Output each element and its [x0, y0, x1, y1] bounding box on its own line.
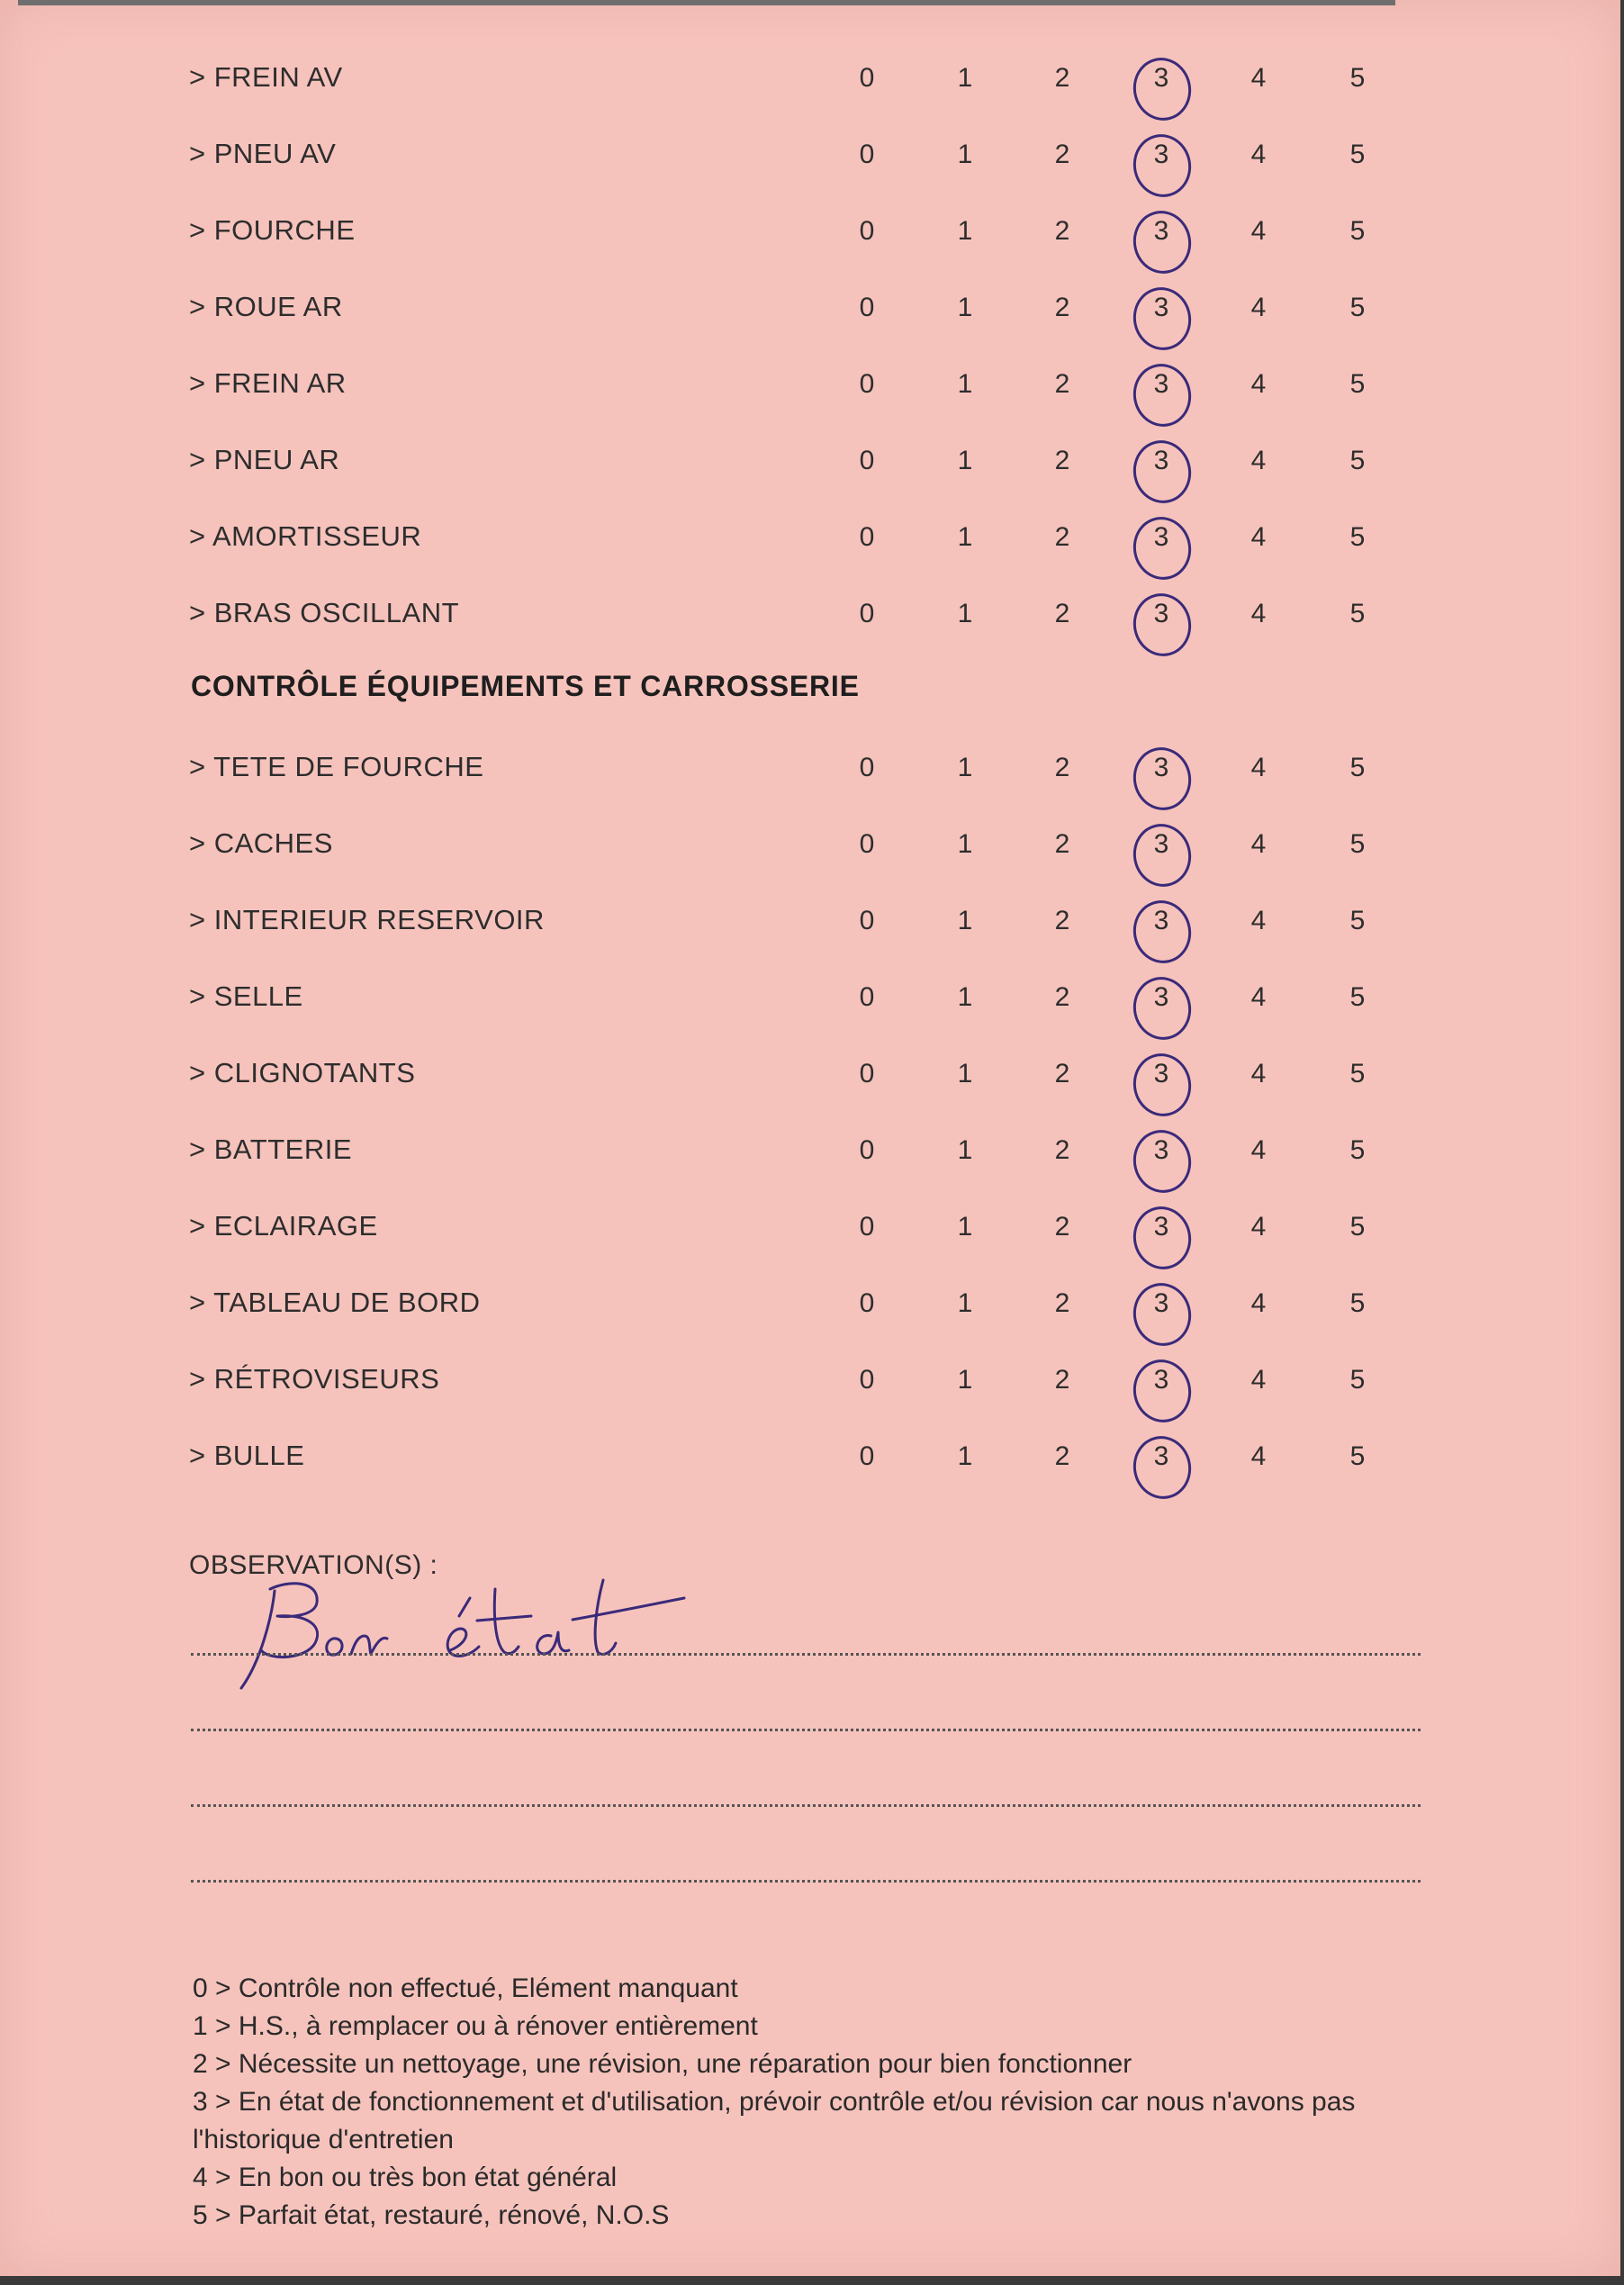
score-option: 1 — [957, 522, 973, 552]
score-option: 2 — [1054, 63, 1070, 93]
checklist-item-label: > ECLAIRAGE — [189, 1210, 378, 1242]
score-option: 5 — [1349, 1441, 1366, 1471]
score-option: 1 — [957, 369, 973, 399]
circled-score-mark — [1127, 205, 1196, 279]
score-option: 3 — [1143, 63, 1179, 94]
checklist-row — [0, 973, 1530, 1024]
circled-score-mark — [1127, 1278, 1196, 1351]
score-option: 4 — [1250, 829, 1267, 859]
checklist-item-label: > RÉTROVISEURS — [189, 1363, 440, 1395]
observation-line — [191, 1880, 1421, 1883]
checklist-item-label: > CLIGNOTANTS — [189, 1057, 416, 1088]
checklist-row — [0, 1356, 1530, 1406]
score-option: 1 — [957, 1365, 973, 1395]
checklist-row — [0, 590, 1530, 640]
checklist-item-label: > FREIN AR — [189, 367, 347, 399]
score-option: 3 — [1143, 1288, 1179, 1319]
checklist-row — [0, 1126, 1530, 1177]
score-option: 2 — [1054, 369, 1070, 399]
score-option: 2 — [1054, 446, 1070, 475]
score-option: 0 — [859, 753, 875, 782]
score-option: 0 — [859, 293, 875, 322]
score-option: 2 — [1054, 1365, 1070, 1395]
score-option: 4 — [1250, 753, 1267, 782]
legend-entry: 5 > Parfait état, restauré, rénové, N.O.S — [193, 2200, 670, 2230]
score-option: 5 — [1349, 982, 1366, 1012]
checklist-item-label: > INTERIEUR RESERVOIR — [189, 904, 545, 935]
score-option: 5 — [1349, 369, 1366, 399]
circled-score-mark — [1127, 588, 1196, 662]
score-option: 2 — [1054, 216, 1070, 246]
score-option: 1 — [957, 446, 973, 475]
checklist-item-label: > ROUE AR — [189, 291, 343, 322]
score-option: 0 — [859, 140, 875, 169]
checklist-item-label: > AMORTISSEUR — [189, 520, 422, 552]
checklist-row — [0, 1432, 1530, 1483]
score-option: 0 — [859, 599, 875, 628]
score-option: 1 — [957, 829, 973, 859]
score-option: 3 — [1143, 216, 1179, 247]
score-option: 2 — [1054, 599, 1070, 628]
score-option: 4 — [1250, 522, 1267, 552]
score-option: 1 — [957, 906, 973, 935]
score-option: 4 — [1250, 369, 1267, 399]
score-option: 0 — [859, 906, 875, 935]
checklist-row — [0, 513, 1530, 564]
score-option: 3 — [1143, 1212, 1179, 1242]
legend-entry: 2 > Nécessite un nettoyage, une révision, une réparation pour bien fonctionner — [193, 2049, 1132, 2079]
checklist-item-label: > BATTERIE — [189, 1133, 352, 1165]
checklist-item-label: > PNEU AV — [189, 138, 337, 169]
score-option: 1 — [957, 1135, 973, 1165]
score-option: 4 — [1250, 1288, 1267, 1318]
rating-legend — [193, 1970, 1453, 2235]
observation-line — [191, 1804, 1421, 1807]
score-option: 4 — [1250, 1059, 1267, 1088]
circled-score-mark — [1127, 282, 1196, 356]
score-option: 2 — [1054, 753, 1070, 782]
score-option: 5 — [1349, 1059, 1366, 1088]
score-option: 4 — [1250, 982, 1267, 1012]
score-option: 0 — [859, 1288, 875, 1318]
score-option: 3 — [1143, 599, 1179, 629]
score-option: 2 — [1054, 1288, 1070, 1318]
checklist-item-label: > TABLEAU DE BORD — [189, 1287, 481, 1318]
circled-score-mark — [1127, 1201, 1196, 1275]
score-option: 0 — [859, 522, 875, 552]
score-option: 0 — [859, 1059, 875, 1088]
checklist-row — [0, 131, 1530, 181]
score-option: 0 — [859, 1212, 875, 1242]
checklist-item-label: > TETE DE FOURCHE — [189, 751, 484, 782]
score-option: 2 — [1054, 982, 1070, 1012]
score-option: 5 — [1349, 1288, 1366, 1318]
score-option: 4 — [1250, 599, 1267, 628]
circled-score-mark — [1127, 1048, 1196, 1122]
observation-line — [191, 1653, 1421, 1656]
checklist-row — [0, 1203, 1530, 1253]
observation-line — [191, 1729, 1421, 1731]
score-option: 5 — [1349, 216, 1366, 246]
score-option: 5 — [1349, 906, 1366, 935]
checklist-item-label: > SELLE — [189, 980, 303, 1012]
score-option: 0 — [859, 829, 875, 859]
score-option: 4 — [1250, 906, 1267, 935]
score-option: 5 — [1349, 293, 1366, 322]
score-option: 3 — [1143, 140, 1179, 170]
legend-entry: 3 > En état de fonctionnement et d'utilisation, prévoir contrôle et/ou révision car nous n'avons pas l'historique d'entretien — [193, 2087, 1356, 2154]
handwritten-observation — [234, 1553, 756, 1697]
score-option: 3 — [1143, 906, 1179, 936]
score-option: 5 — [1349, 753, 1366, 782]
score-option: 2 — [1054, 1441, 1070, 1471]
score-option: 4 — [1250, 216, 1267, 246]
checklist-item-label: > FREIN AV — [189, 61, 343, 93]
score-option: 4 — [1250, 1212, 1267, 1242]
score-option: 2 — [1054, 522, 1070, 552]
score-option: 0 — [859, 216, 875, 246]
checklist-item-label: > BULLE — [189, 1440, 305, 1471]
score-option: 4 — [1250, 63, 1267, 93]
checklist-row — [0, 897, 1530, 947]
score-option: 0 — [859, 1135, 875, 1165]
score-option: 3 — [1143, 369, 1179, 400]
score-option: 1 — [957, 1441, 973, 1471]
score-option: 5 — [1349, 63, 1366, 93]
checklist-row — [0, 1279, 1530, 1330]
checklist-row — [0, 744, 1530, 794]
score-option: 5 — [1349, 1212, 1366, 1242]
score-option: 1 — [957, 1212, 973, 1242]
score-option: 0 — [859, 369, 875, 399]
score-option: 2 — [1054, 1135, 1070, 1165]
paper-top-edge — [18, 0, 1395, 5]
score-option: 3 — [1143, 293, 1179, 323]
score-option: 0 — [859, 63, 875, 93]
score-option: 1 — [957, 1288, 973, 1318]
legend-entry: 4 > En bon ou très bon état général — [193, 2163, 618, 2192]
circled-score-mark — [1127, 818, 1196, 892]
score-option: 1 — [957, 982, 973, 1012]
score-option: 1 — [957, 140, 973, 169]
score-option: 1 — [957, 1059, 973, 1088]
section-title: CONTRÔLE ÉQUIPEMENTS ET CARROSSERIE — [191, 670, 860, 702]
score-option: 5 — [1349, 599, 1366, 628]
score-option: 1 — [957, 599, 973, 628]
score-option: 4 — [1250, 1441, 1267, 1471]
score-option: 2 — [1054, 1059, 1070, 1088]
score-option: 3 — [1143, 982, 1179, 1013]
score-option: 3 — [1143, 1059, 1179, 1089]
score-option: 4 — [1250, 140, 1267, 169]
score-option: 4 — [1250, 446, 1267, 475]
score-option: 0 — [859, 1365, 875, 1395]
observations-label: OBSERVATION(S) : — [189, 1550, 438, 1580]
score-option: 4 — [1250, 293, 1267, 322]
circled-score-mark — [1127, 1124, 1196, 1198]
score-option: 5 — [1349, 1365, 1366, 1395]
score-option: 2 — [1054, 1212, 1070, 1242]
circled-score-mark — [1127, 129, 1196, 203]
score-option: 1 — [957, 216, 973, 246]
checklist-row — [0, 1050, 1530, 1100]
score-option: 3 — [1143, 829, 1179, 860]
checklist-item-label: > PNEU AR — [189, 444, 340, 475]
score-option: 0 — [859, 1441, 875, 1471]
circled-score-mark — [1127, 971, 1196, 1045]
score-option: 4 — [1250, 1135, 1267, 1165]
circled-score-mark — [1127, 895, 1196, 969]
score-option: 3 — [1143, 1365, 1179, 1395]
score-option: 0 — [859, 982, 875, 1012]
score-option: 1 — [957, 293, 973, 322]
checklist-row — [0, 360, 1530, 411]
score-option: 3 — [1143, 446, 1179, 476]
score-option: 3 — [1143, 522, 1179, 553]
checklist-row — [0, 284, 1530, 334]
score-option: 3 — [1143, 1135, 1179, 1166]
score-option: 3 — [1143, 753, 1179, 783]
checklist-item-label: > BRAS OSCILLANT — [189, 597, 460, 628]
circled-score-mark — [1127, 1354, 1196, 1428]
checklist-item-label: > CACHES — [189, 827, 333, 859]
checklist-item-label: > FOURCHE — [189, 214, 356, 246]
score-option: 5 — [1349, 446, 1366, 475]
score-option: 3 — [1143, 1441, 1179, 1472]
score-option: 2 — [1054, 140, 1070, 169]
score-option: 2 — [1054, 906, 1070, 935]
score-option: 0 — [859, 446, 875, 475]
score-option: 4 — [1250, 1365, 1267, 1395]
checklist-row — [0, 820, 1530, 871]
circled-score-mark — [1127, 511, 1196, 585]
score-option: 5 — [1349, 1135, 1366, 1165]
score-option: 5 — [1349, 140, 1366, 169]
circled-score-mark — [1127, 1431, 1196, 1504]
circled-score-mark — [1127, 358, 1196, 432]
circled-score-mark — [1127, 742, 1196, 816]
score-option: 5 — [1349, 829, 1366, 859]
checklist-row — [0, 207, 1530, 257]
checklist-row — [0, 54, 1530, 104]
circled-score-mark — [1127, 435, 1196, 509]
score-option: 1 — [957, 63, 973, 93]
checklist-row — [0, 437, 1530, 487]
legend-entry: 1 > H.S., à remplacer ou à rénover entièrement — [193, 2011, 758, 2041]
circled-score-mark — [1127, 52, 1196, 126]
score-option: 1 — [957, 753, 973, 782]
score-option: 2 — [1054, 293, 1070, 322]
score-option: 5 — [1349, 522, 1366, 552]
score-option: 2 — [1054, 829, 1070, 859]
legend-entry: 0 > Contrôle non effectué, Elément manquant — [193, 1973, 738, 2003]
